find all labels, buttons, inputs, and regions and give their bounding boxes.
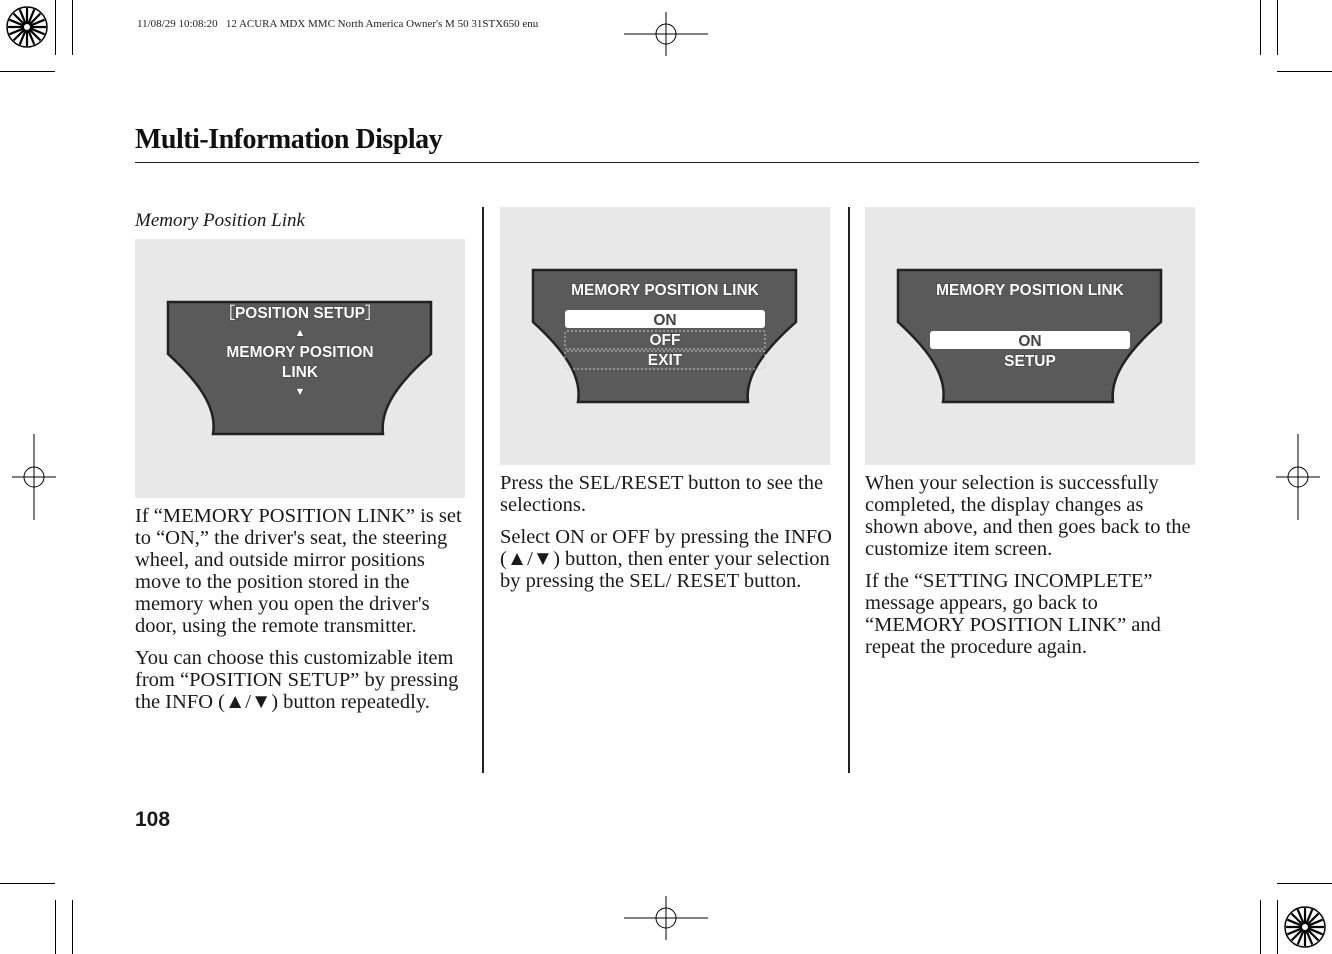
up-arrow-icon: ▲ xyxy=(294,327,306,339)
column-divider xyxy=(848,207,850,773)
starburst-bottom-right-icon xyxy=(1285,907,1325,947)
display-line-link: LINK xyxy=(281,364,319,381)
display-title: MEMORY POSITION LINK xyxy=(571,282,759,299)
option-on: ON xyxy=(653,312,677,329)
title-divider xyxy=(135,162,1199,163)
display-line-position-setup: ［POSITION SETUP］ xyxy=(219,305,381,322)
display-line-memory-position: MEMORY POSITION xyxy=(226,344,374,361)
column2-text xyxy=(500,472,832,602)
display-screen xyxy=(500,207,830,465)
paragraph: When your selection is successfully completed, the display changes as shown above, and then goes back to the customize item screen. xyxy=(865,472,1191,560)
crosshair-right-icon xyxy=(1276,434,1320,520)
crosshair-top-icon xyxy=(624,12,708,56)
column1-text xyxy=(135,505,465,723)
display-line-on: ON xyxy=(1018,333,1042,350)
display-line-setup: SETUP xyxy=(1004,353,1056,370)
page-number: 108 xyxy=(135,808,171,831)
page-title: Multi-Information Display xyxy=(135,124,443,155)
column-divider xyxy=(482,207,484,773)
display-figure-position-setup xyxy=(135,239,465,498)
paragraph: If “MEMORY POSITION LINK” is set to “ON,” the driver's seat, the steering wheel, and outside mirror positions move to the position stored in the memory when you open the driver's door, using the remote transmitter. xyxy=(135,505,462,637)
crosshair-bottom-icon xyxy=(624,896,708,940)
option-off: OFF xyxy=(649,332,681,349)
print-info: 11/08/29 10:08:20 12 ACURA MDX MMC North America Owner's M 50 31STX650 enu xyxy=(137,18,539,30)
option-exit: EXIT xyxy=(647,352,683,369)
down-arrow-icon: ▼ xyxy=(294,386,306,398)
paragraph: Select ON or OFF by pressing the INFO (▲/▼) button, then enter your selection by pressing the SEL/ RESET button. xyxy=(500,526,832,592)
display-figure-completed xyxy=(865,207,1195,465)
starburst-top-left-icon xyxy=(7,7,47,47)
display-title: MEMORY POSITION LINK xyxy=(936,282,1124,299)
paragraph: Press the SEL/RESET button to see the selections. xyxy=(500,472,824,516)
display-screen xyxy=(865,207,1195,465)
display-screen xyxy=(135,239,465,498)
paragraph: You can choose this customizable item from “POSITION SETUP” by pressing the INFO (▲/▼) button repeatedly. xyxy=(135,647,459,713)
paragraph: If the “SETTING INCOMPLETE” message appears, go back to “MEMORY POSITION LINK” and repeat the procedure again. xyxy=(865,570,1161,658)
display-figure-selections xyxy=(500,207,830,465)
subheading: Memory Position Link xyxy=(135,210,305,231)
crosshair-left-icon xyxy=(12,434,56,520)
column3-text xyxy=(865,472,1197,668)
